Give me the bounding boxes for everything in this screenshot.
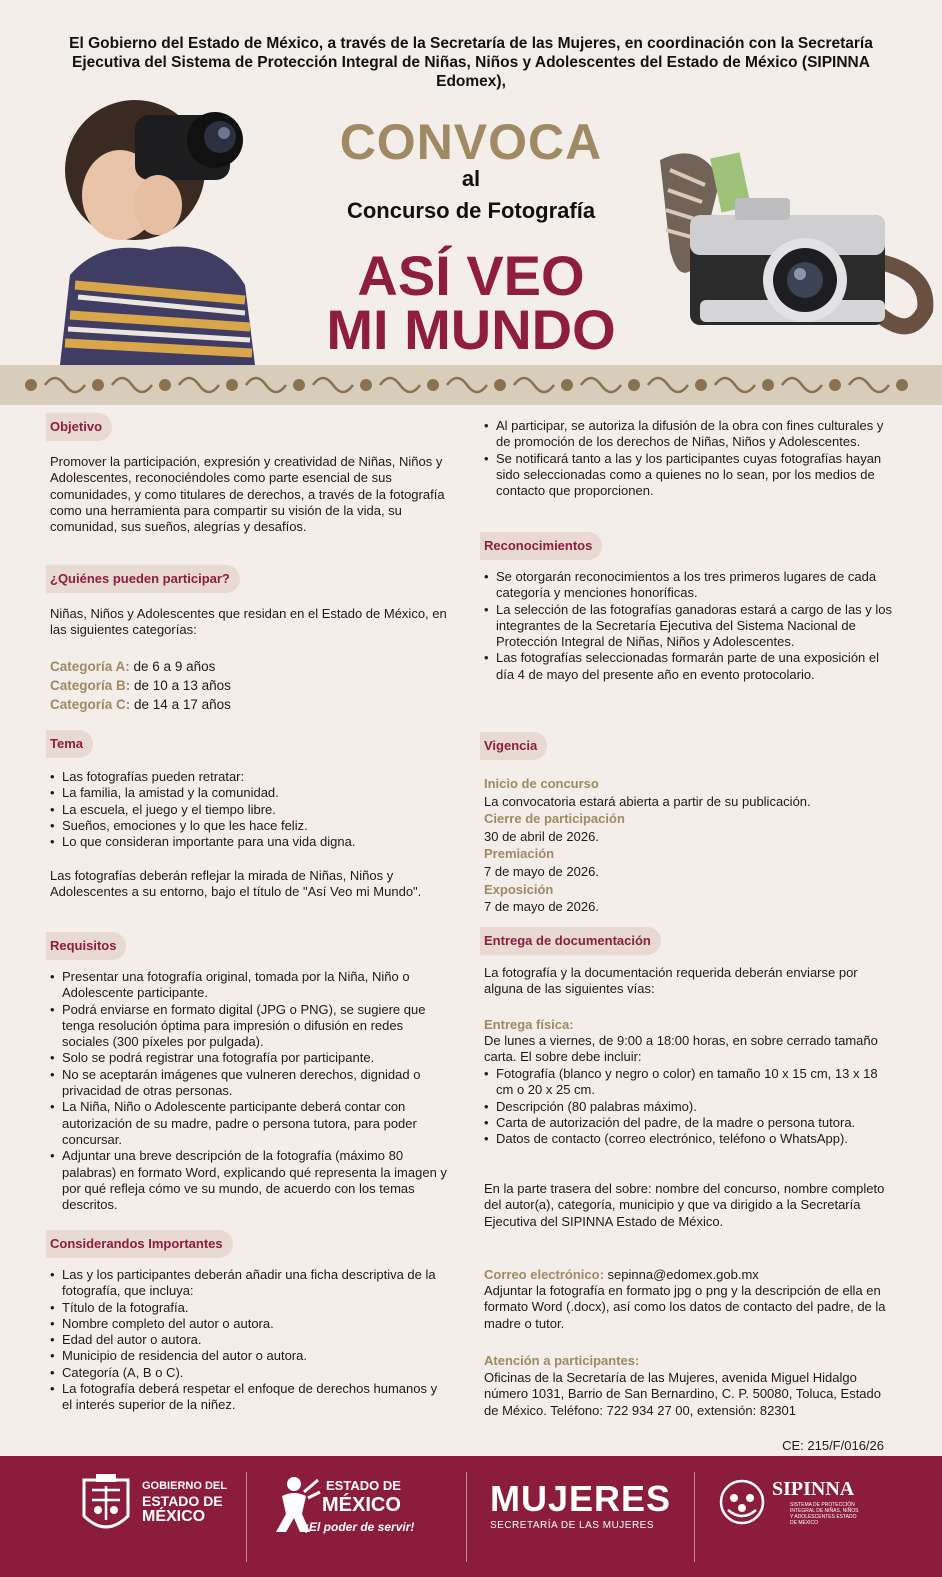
coat-of-arms-icon	[78, 1472, 134, 1542]
heading-tema: Tema	[46, 730, 93, 758]
list-item: • Se notificará tanto a las y los participantes cuyas fotografías hayan sido seleccionadas como a quienes no lo sean, por los medios de contacto que proporcionen.	[484, 451, 894, 500]
list-item: • Las y los participantes deberán añadir una ficha descriptiva de la fotografía, que incluya:	[50, 1267, 450, 1300]
vigencia-label: Premiación	[484, 846, 555, 862]
vigencia-value: 30 de abril de 2026.	[484, 828, 599, 844]
quienes-text: Niñas, Niños y Adolescentes que residan en el Estado de México, en las siguientes categorías:	[50, 606, 447, 638]
correo-label: Correo electrónico:	[484, 1267, 604, 1282]
footer-divider	[694, 1472, 695, 1562]
list-item: • La selección de las fotografías ganadoras estará a cargo de las y los integrantes de la Secretaría Ejecutiva del Sistema Nacional de Protección Integral de Niñas, Niños y Adolescentes.	[484, 602, 894, 651]
list-item: • No se aceptarán imágenes que vulneren derechos, dignidad o privacidad de otras personas.	[50, 1067, 452, 1100]
sipinna-logo-icon	[718, 1478, 766, 1526]
gobierno-line2: ESTADO DE	[142, 1493, 223, 1509]
contest-name: Concurso de Fotografía	[346, 198, 596, 223]
list-item: • Categoría (A, B o C).	[50, 1365, 450, 1381]
entrega-fisica-label: Entrega física:	[484, 1017, 574, 1032]
list-item: • Sueños, emociones y lo que les hace feliz.	[50, 818, 460, 834]
list-item: • Presentar una fotografía original, tomada por la Niña, Niño o Adolescente participante.	[50, 969, 452, 1002]
al-text: al	[461, 166, 481, 191]
tema-list	[50, 769, 460, 850]
list-item: • Datos de contacto (correo electrónico, teléfono o WhatsApp).	[484, 1131, 894, 1147]
category-b: Categoría B: de 10 a 13 años	[50, 678, 231, 693]
entrega-fisica-list	[484, 1066, 894, 1147]
mujeres-logo: MUJERES	[490, 1478, 672, 1519]
vigencia-label: Inicio de concurso	[484, 776, 599, 791]
list-item: • Adjuntar una breve descripción de la fotografía (máximo 80 palabras) en formato Word, explicando qué representa la imagen y por qué refleja cómo ve su mundo, de acuerdo con los temas descritos.	[50, 1148, 452, 1213]
heading-entrega: Entrega de documentación	[480, 927, 661, 955]
title-line-1: ASÍ VEO	[357, 244, 585, 307]
correo-line	[484, 1267, 904, 1283]
list-item: • La escuela, el juego y el tiempo libre.	[50, 802, 460, 818]
list-item: • Lo que consideran importante para una vida digna.	[50, 834, 460, 850]
category-c: Categoría C: de 14 a 17 años	[50, 697, 231, 712]
gobierno-line1: GOBIERNO DEL	[142, 1480, 227, 1492]
sipinna-subtitle: SISTEMA DE PROTECCIÓN INTEGRAL DE NIÑAS, NIÑOS Y ADOLESCENTES ESTADO DE MÉXICO	[790, 1502, 859, 1526]
heading-considerandos: Considerandos Importantes	[46, 1230, 233, 1258]
list-item: • Solo se podrá registrar una fotografía por participante.	[50, 1050, 452, 1066]
entrega-fisica-text: De lunes a viernes, de 9:00 a 18:00 horas, en sobre cerrado tamaño carta. El sobre debe incluir:	[484, 1033, 878, 1065]
list-item: • Carta de autorización del padre, de la madre o persona tutora.	[484, 1115, 894, 1131]
category-list	[50, 657, 231, 714]
footer-divider	[466, 1472, 467, 1562]
vigencia-list	[484, 775, 904, 916]
list-item: • Se otorgarán reconocimientos a los tres primeros lugares de cada categoría y menciones honoríficas.	[484, 569, 894, 602]
list-item: • Fotografía (blanco y negro o color) en tamaño 10 x 15 cm, 13 x 18 cm o 20 x 25 cm.	[484, 1066, 894, 1099]
list-item: • Podrá enviarse en formato digital (JPG o PNG), se sugiere que tenga resolución óptima para impresión o difusión en redes sociales (300 píxeles por pulgada).	[50, 1002, 452, 1051]
heading-quienes: ¿Quiénes pueden participar?	[46, 565, 240, 593]
list-item: • Municipio de residencia del autor o autora.	[50, 1348, 450, 1364]
atencion-text: Oficinas de la Secretaría de las Mujeres, avenida Miguel Hidalgo número 1031, Barrio de San Bernardino, C. P. 50080, Toluca, Estado de México. Teléfono: 722 934 27 00, extensión: 82301	[484, 1370, 882, 1418]
participation-notes-list	[484, 418, 894, 499]
vigencia-label: Cierre de participación	[484, 811, 625, 827]
section-tema	[50, 730, 93, 758]
list-item: • Nombre completo del autor o autora.	[50, 1316, 450, 1332]
section-quienes	[50, 565, 240, 593]
entrega-intro: La fotografía y la documentación requerida deberán enviarse por alguna de las siguientes vías:	[484, 965, 858, 997]
list-item: • Las fotografías pueden retratar:	[50, 769, 460, 785]
estado-slogan: ¡El poder de servir!	[305, 1520, 415, 1534]
vigencia-value: 7 de mayo de 2026.	[484, 863, 599, 879]
gobierno-line3: MÉXICO	[142, 1508, 206, 1525]
atencion-label: Atención a participantes:	[484, 1353, 640, 1368]
title-line-2: MI MUNDO	[326, 298, 616, 361]
vigencia-value: La convocatoria estará abierta a partir de su publicación.	[484, 793, 811, 809]
section-requisitos	[50, 932, 126, 960]
list-item: • La Niña, Niño o Adolescente participante deberá contar con autorización de su madre, padre o persona tutora, para poder concursar.	[50, 1099, 452, 1148]
section-reconocimientos	[484, 532, 602, 560]
tema-text: Las fotografías deberán reflejar la mirada de Niñas, Niños y Adolescentes a su entorno, bajo el título de "Así Veo mi Mundo".	[50, 868, 422, 900]
section-entrega	[484, 927, 661, 955]
reconocimientos-list	[484, 569, 894, 683]
heading-reconocimientos: Reconocimientos	[480, 532, 602, 560]
estado-line2: MÉXICO	[322, 1494, 401, 1516]
mujeres-subtitle: SECRETARÍA DE LAS MUJERES	[490, 1520, 655, 1531]
category-a: Categoría A: de 6 a 9 años	[50, 659, 216, 674]
intro-text: El Gobierno del Estado de México, a través de la Secretaría de las Mujeres, en coordinación con la Secretaría Ejecutiva del Sistema de Protección Integral de Niñas, Niños y Adolescentes del Estado de México (SIPINNA Edomex),	[69, 35, 873, 90]
list-item: • Al participar, se autoriza la difusión de la obra con fines culturales y de promoción de los derechos de Niñas, Niños y Adolescentes.	[484, 418, 894, 451]
convoca-heading: CONVOCA	[339, 114, 603, 170]
ornament-band	[0, 365, 942, 405]
list-item: • Título de la fotografía.	[50, 1300, 450, 1316]
list-item: • Descripción (80 palabras máximo).	[484, 1099, 894, 1115]
ce-code: CE: 215/F/016/26	[782, 1438, 884, 1453]
vigencia-value: 7 de mayo de 2026.	[484, 899, 599, 915]
section-vigencia	[484, 732, 547, 760]
section-considerandos	[50, 1230, 233, 1258]
entrega-fisica-after: En la parte trasera del sobre: nombre del concurso, nombre completo del autor(a), categoría, municipio y que va dirigido a la Secretaría Ejecutiva del SIPINNA Estado de México.	[484, 1181, 885, 1229]
list-item: • La fotografía deberá respetar el enfoque de derechos humanos y el interés superior de la niñez.	[50, 1381, 450, 1414]
heading-requisitos: Requisitos	[46, 932, 126, 960]
list-item: • Edad del autor o autora.	[50, 1332, 450, 1348]
heading-objetivo: Objetivo	[46, 413, 112, 441]
footer-logos	[0, 1456, 942, 1577]
sipinna-logo: SIPINNA	[772, 1478, 855, 1500]
list-item: • Las fotografías seleccionadas formarán parte de una exposición el día 4 de mayo del presente año en evento protocolario.	[484, 650, 894, 683]
vigencia-label: Exposición	[484, 881, 554, 897]
objetivo-text: Promover la participación, expresión y creatividad de Niñas, Niños y Adolescentes, reconociéndoles como parte esencial de sus comunidades, y como titulares de derechos, a través de la fotografía como una herramienta para compartir su visión de la vida, su comunidad, sus sueños, alegrías y desafíos.	[50, 454, 445, 535]
estado-line1: ESTADO DE	[326, 1478, 401, 1493]
list-item: • La familia, la amistad y la comunidad.	[50, 785, 460, 801]
section-objetivo	[50, 413, 112, 441]
footer-divider	[246, 1472, 247, 1562]
heading-vigencia: Vigencia	[480, 732, 547, 760]
considerandos-list	[50, 1267, 450, 1414]
correo-link[interactable]: sepinna@edomex.gob.mx	[607, 1267, 759, 1282]
requisitos-list	[50, 969, 452, 1213]
correo-text: Adjuntar la fotografía en formato jpg o png y la descripción de ella en formato Word (.docx), así como los datos de contacto del padre, de la madre o tutor.	[484, 1283, 886, 1331]
